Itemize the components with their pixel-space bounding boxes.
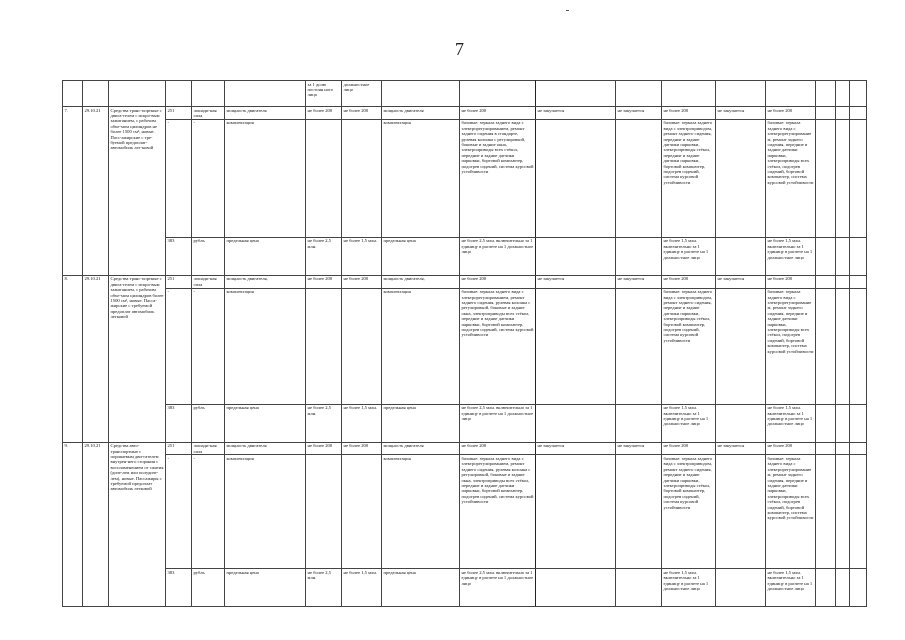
- record-date: 29.10.21: [83, 107, 109, 276]
- page-number: 7: [455, 39, 464, 59]
- value-cell: [536, 569, 616, 607]
- empty-cell: [850, 404, 867, 442]
- unit-name-cell: рубль: [192, 569, 225, 607]
- value-cell: базовые: зеркала заднего вида с электрорегулированием, ремонт заднего сидения, передние и задние датчики парковки, электроприводы всех стёкол, подогрев сидений, бортовой компьютер, система курсовой устойчивости: [766, 119, 816, 237]
- empty-cell: [816, 404, 836, 442]
- value-cell: базовые: зеркала заднего вида с электроприводом, ремонт заднего сидения, передние и задние датчики парковки, электроприводы стёкол, бортовой компьютер, подогрев сидений, система курсовой устойчивости: [662, 288, 716, 404]
- characteristic-cell: предельная цена: [382, 237, 460, 275]
- value-cell: [716, 237, 766, 275]
- value-cell: не более 1,5 млн. включительно за 1 единицу в расчете на 1 должностное лицо: [766, 237, 816, 275]
- characteristic-cell: предельная цена: [225, 237, 306, 275]
- value-cell: [716, 119, 766, 237]
- characteristic-cell: предельная цена: [225, 404, 306, 442]
- value-cell: базовые: зеркала заднего вида с электрорегулированием, ремонт заднего сидения, рулевая колонка с регулировкой, боковые и задние окна, электроприводы всех стёкол, передние и задние датчики парковки, бортовой компьютер, подогрев сидений, система курсовой устойчивости: [460, 288, 536, 404]
- record-row: [63, 404, 867, 442]
- characteristic-cell: комплектация: [382, 119, 460, 237]
- empty-cell: [850, 455, 867, 569]
- empty-cell: [836, 455, 850, 569]
- value-cell: не более 2,5 млн. включительно за 1 единицу в расчете на 1 должностное лицо: [460, 404, 536, 442]
- value-cell: [536, 404, 616, 442]
- value-cell: [716, 404, 766, 442]
- record-number: 7.: [63, 107, 83, 276]
- value-cell: не более 200: [766, 107, 816, 120]
- value-cell: не закупается: [716, 275, 766, 288]
- record-row: [63, 442, 867, 455]
- empty-cell: [836, 237, 850, 275]
- value-cell: [536, 237, 616, 275]
- empty-cell: [816, 237, 836, 275]
- value-cell: не более 1,5 млн.: [342, 237, 382, 275]
- unit-name-cell: лошади-ная сила: [192, 442, 225, 455]
- characteristic-cell: предельная цена: [382, 569, 460, 607]
- empty-cell: [850, 119, 867, 237]
- value-cell: не более 200: [766, 442, 816, 455]
- empty-cell: [836, 107, 850, 120]
- value-cell: [616, 237, 662, 275]
- value-cell: [536, 288, 616, 404]
- value-cell: [616, 288, 662, 404]
- unit-name-cell: -: [192, 119, 225, 237]
- value-cell: не закупается: [616, 107, 662, 120]
- record-row: [63, 455, 867, 569]
- characteristic-cell: мощность двигателя,: [225, 275, 306, 288]
- characteristic-cell: мощность двигателя,: [382, 275, 460, 288]
- empty-cell: [850, 237, 867, 275]
- value-cell: не более 2,5 млн.: [306, 237, 342, 275]
- record-date: 29.10.21: [83, 442, 109, 607]
- value-cell: не более 200: [342, 275, 382, 288]
- value-cell: не более 2,5 млн. включительно за 1 единицу в расчете на 1 должностное лицо: [460, 569, 536, 607]
- value-cell: [306, 455, 342, 569]
- empty-cell: [836, 404, 850, 442]
- value-cell: не более 200: [342, 107, 382, 120]
- record-row: [63, 119, 867, 237]
- requirements-table: [62, 80, 867, 607]
- record-row: [63, 237, 867, 275]
- unit-code-cell: 251: [166, 107, 192, 120]
- unit-name-cell: -: [192, 455, 225, 569]
- empty-cell: [816, 288, 836, 404]
- empty-cell: [816, 569, 836, 607]
- value-cell: [342, 455, 382, 569]
- record-name: Средства транс-портные с двига-телем с искро-вым зажиганием, с рабочим объе-мом цилиндров более 1500 см³, новые. Пасса-жирские с требуемой предоплат автомобиль легковой: [109, 275, 166, 442]
- unit-name-cell: лошади-ная сила: [192, 275, 225, 288]
- unit-name-cell: лошади-ная сила: [192, 107, 225, 120]
- empty-cell: [836, 275, 850, 288]
- value-cell: не закупается: [716, 442, 766, 455]
- value-cell: не более 200: [306, 107, 342, 120]
- characteristic-cell: комплектация: [225, 455, 306, 569]
- value-cell: [342, 119, 382, 237]
- empty-cell: [836, 288, 850, 404]
- value-cell: базовые: зеркала заднего вида с электрорегулированием, ремонт заднего сидения в стандарте, рулевая колонка с регулировкой, боковые и задние окна, электроприводы всех стёкол, передние и задние датчики парковки, бортовой компьютер, подогрев сидений, система курсовой устойчивости: [460, 119, 536, 237]
- characteristic-cell: мощность двигателя: [382, 107, 460, 120]
- unit-code-cell: -: [166, 455, 192, 569]
- record-row: [63, 107, 867, 120]
- value-cell: не закупается: [536, 442, 616, 455]
- value-cell: базовые: зеркала заднего вида с электроприводом, ремонт заднего сидения, передние и задние датчики парковки, электроприводы стёкол, бортовой компьютер, подогрев сидений, система курсовой устойчивости: [662, 455, 716, 569]
- unit-code-cell: 383: [166, 237, 192, 275]
- characteristic-cell: комплектация: [382, 455, 460, 569]
- record-row: [63, 288, 867, 404]
- value-cell: не закупается: [536, 107, 616, 120]
- characteristic-cell: комплектация: [382, 288, 460, 404]
- value-cell: [342, 288, 382, 404]
- empty-cell: [836, 119, 850, 237]
- empty-cell: [816, 455, 836, 569]
- empty-cell: [816, 442, 836, 455]
- empty-cell: [816, 119, 836, 237]
- value-cell: не закупается: [616, 275, 662, 288]
- value-cell: [716, 569, 766, 607]
- value-cell: [716, 455, 766, 569]
- value-cell: не закупается: [716, 107, 766, 120]
- value-cell: не закупается: [536, 275, 616, 288]
- characteristic-cell: комплектация: [225, 288, 306, 404]
- empty-cell: [836, 569, 850, 607]
- value-cell: [616, 119, 662, 237]
- empty-cell: [850, 288, 867, 404]
- value-cell: не более 200: [662, 275, 716, 288]
- value-cell: базовые: зеркала заднего вида с электрорегулированием, ремонт заднего сидения, передние и задние датчики парковки, электроприводы всех стёкол, подогрев сидений, бортовой компьютер, система курсовой устойчивости: [766, 455, 816, 569]
- unit-code-cell: 251: [166, 275, 192, 288]
- value-cell: не более 200: [342, 442, 382, 455]
- record-number: 8.: [63, 275, 83, 442]
- value-cell: не более 2,5 млн.: [306, 569, 342, 607]
- value-cell: [616, 569, 662, 607]
- value-cell: [306, 119, 342, 237]
- characteristic-cell: мощность двигателя: [225, 107, 306, 120]
- value-cell: [536, 119, 616, 237]
- scan-mark: [566, 10, 569, 11]
- record-row: [63, 275, 867, 288]
- empty-cell: [850, 275, 867, 288]
- value-cell: базовые: зеркала заднего вида с электроприводом, ремонт заднего сидения, передние и задние датчики парковки, электроприводы стёкол, передние и задние датчики парковки, бортовой компьютер, подогрев сидений, система курсовой устойчивости: [662, 119, 716, 237]
- fragment-cell: за 1 долю постоян ного лица: [306, 81, 342, 107]
- value-cell: [306, 288, 342, 404]
- unit-code-cell: 251: [166, 442, 192, 455]
- value-cell: не более 1,5 млн. включительно за 1 единицу в расчете на 1 должностное лицо: [766, 569, 816, 607]
- value-cell: не более 2,5 млн. включительно за 1 единицу в расчете на 1 должностное лицо: [460, 237, 536, 275]
- empty-cell: [850, 569, 867, 607]
- value-cell: не более 1,5 млн. включительно за 1 единицу в расчете на 1 должностное лицо: [662, 237, 716, 275]
- unit-code-cell: 383: [166, 569, 192, 607]
- value-cell: [536, 455, 616, 569]
- value-cell: базовые: зеркала заднего вида с электрорегулированием, ремонт заднего сидения, рулевая колонка с регулировкой, боковые и задние окна, электроприводы всех стёкол, передние и задние датчики парковки, бортовой компьютер, подогрев сидений, система курсовой устойчивости: [460, 455, 536, 569]
- characteristic-cell: мощность двигателя: [382, 442, 460, 455]
- unit-code-cell: -: [166, 119, 192, 237]
- value-cell: не более 1,5 млн. включительно за 1 единицу в расчете на 1 должностное лицо: [766, 404, 816, 442]
- unit-code-cell: -: [166, 288, 192, 404]
- characteristic-cell: предельная цена: [382, 404, 460, 442]
- unit-name-cell: -: [192, 288, 225, 404]
- characteristic-cell: комплектация: [225, 119, 306, 237]
- fragment-cell: должностное лицо: [342, 81, 382, 107]
- value-cell: не более 200: [766, 275, 816, 288]
- value-cell: базовые: зеркала заднего вида с электрорегулированием, ремонт заднего сидения, передние и задние датчики парковки, электроприводы всех стёкол, подогрев сидений, бортовой компьютер, система курсовой устойчивости: [766, 288, 816, 404]
- unit-name-cell: рубль: [192, 404, 225, 442]
- empty-cell: [836, 442, 850, 455]
- value-cell: не более 200: [662, 442, 716, 455]
- record-date: 29.10.21: [83, 275, 109, 442]
- value-cell: не более 1,5 млн. включительно за 1 единицу в расчете на 1 должностное лицо: [662, 569, 716, 607]
- characteristic-cell: предельная цена: [225, 569, 306, 607]
- record-name: Средства авто-транспортные с поршневым дви-гателем внутрен-него сгорания с воспламенением от сжатия (дизе-лем или полудизе-лем), новые. Пассажиры с требуемой предоплат автомобиль легковой: [109, 442, 166, 607]
- value-cell: [716, 288, 766, 404]
- value-cell: [616, 455, 662, 569]
- value-cell: не более 200: [460, 275, 536, 288]
- empty-cell: [850, 442, 867, 455]
- record-row: [63, 569, 867, 607]
- record-name: Средства транс-портные с двига-телем с искро-вым зажиганием, с рабочим объе-мом цилиндров не более 1500 см³, новые. Пасс-ажирские с тре-буемой предоплат-автомобиль лег-ковой: [109, 107, 166, 276]
- empty-cell: [816, 107, 836, 120]
- value-cell: не более 2,5 млн.: [306, 404, 342, 442]
- value-cell: не более 200: [662, 107, 716, 120]
- value-cell: [616, 404, 662, 442]
- value-cell: не более 200: [306, 442, 342, 455]
- empty-cell: [816, 275, 836, 288]
- value-cell: не более 200: [306, 275, 342, 288]
- unit-name-cell: рубль: [192, 237, 225, 275]
- record-number: 9.: [63, 442, 83, 607]
- value-cell: не более 200: [460, 107, 536, 120]
- empty-cell: [850, 107, 867, 120]
- value-cell: не более 200: [460, 442, 536, 455]
- unit-code-cell: 383: [166, 404, 192, 442]
- value-cell: не более 1,5 млн.: [342, 404, 382, 442]
- value-cell: не закупается: [616, 442, 662, 455]
- characteristic-cell: мощность двигателя: [225, 442, 306, 455]
- value-cell: не более 1,5 млн. включительно за 1 единицу в расчете на 1 должностное лицо: [662, 404, 716, 442]
- table-fragment-row: [63, 81, 867, 107]
- value-cell: не более 1,5 млн.: [342, 569, 382, 607]
